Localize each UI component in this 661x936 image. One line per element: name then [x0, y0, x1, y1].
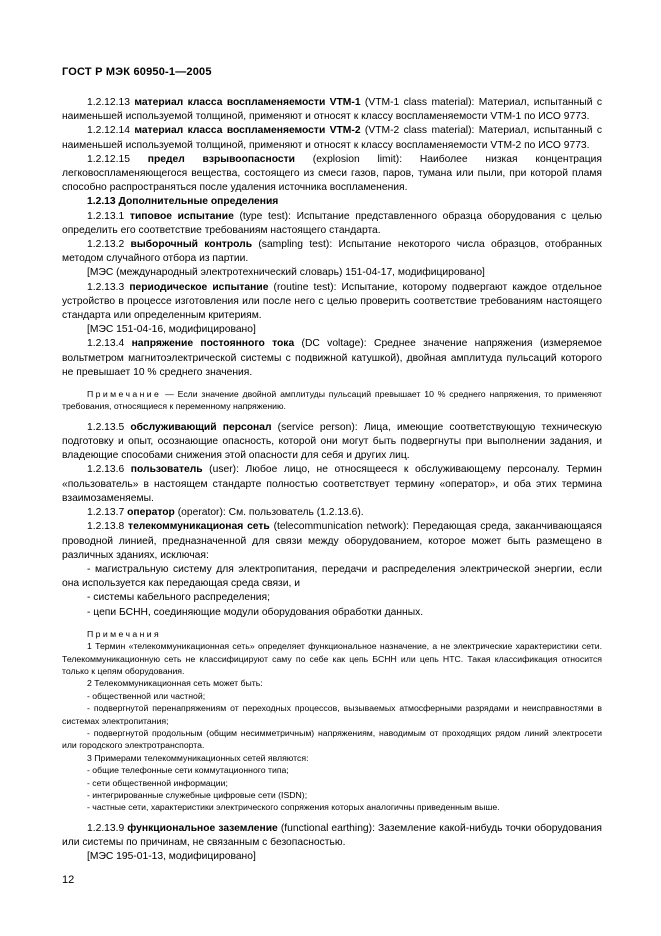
note-label: Примечание [87, 389, 162, 400]
reference: [МЭС 151-04-16, модифицировано] [87, 324, 256, 336]
reference: [МЭС (международный электротехнический словарь) 151-04-17, модифицировано] [87, 267, 485, 279]
definition-1-2-12-14: 1.2.12.14 материал класса воспламеняемости VTM-2 (VTM-2 class material): Материал, испытанный с наименьшей используемой толщиной, применяют и относят к классу воспламеняемости VTM-2 по ИСО 9773. [62, 125, 602, 151]
section-title: 1.2.13 Дополнительные определения [87, 196, 279, 208]
page-number: 12 [62, 874, 75, 886]
document-body [62, 96, 602, 864]
term: выборочный контроль [130, 239, 253, 251]
term: телекоммуникационая сеть [128, 521, 270, 533]
term: напряжение постоянного тока [131, 338, 295, 350]
term: функциональное заземление [127, 822, 278, 834]
note-item: - общественной или частной; [87, 690, 206, 701]
term: оператор [127, 507, 175, 519]
definition-1-2-13-8: 1.2.13.8 телекоммуникационая сеть (telecommunication network): Передающая среда, заканчивающаяся проводной линией, предназначенной для связи между оборудованием, которое может быть размещено в различных зданиях, исключая: [62, 521, 602, 561]
definition-1-2-13-3: 1.2.13.3 периодическое испытание (routine test): Испытание, которому подвергают каждое отдельное устройство в процессе изготовления или после него с целью проверить соответствие требованиям настоящего стандарта или определенным критериям. [62, 281, 602, 322]
definition-1-2-12-13: 1.2.12.13 материал класса воспламеняемости VTM-1 (VTM-1 class material): Материал, испытанный с наименьшей используемой толщиной, применяют и относят к классу воспламеняемости VTM-1 по ИСО 9773. [62, 97, 602, 123]
definition-1-2-13-2: 1.2.13.2 выборочный контроль (sampling test): Испытание некоторого числа образцов, отобранных методом случайного отбора из партии. [62, 239, 602, 265]
exclusion-item: - системы кабельного распределения; [87, 592, 270, 604]
note-item: - сети общественной информации; [87, 777, 228, 788]
term: периодическое испытание [129, 281, 269, 293]
reference: [МЭС 195-01-13, модифицировано] [87, 851, 256, 863]
term: типовое испытание [129, 210, 234, 222]
term: пользователь [130, 464, 203, 476]
definition-1-2-12-15: 1.2.12.15 предел взрывоопасности (explosion limit): Наиболее низкая концентрация легковоспламеняющегося вещества, состоящего из смеси газов, паров, тумана или пыли, при которой пламя способно распространяться после удаления источника воспламенения. [62, 153, 602, 194]
note-item: 3 Примерами телекоммуникационных сетей являются: [87, 752, 309, 763]
term: материал класса воспламеняемости VTM-1 [134, 97, 361, 108]
note-item: - подвергнутой продольным (общим несимметричным) напряжениям, наводимым от проходящих рядом линий электросети или городского электротранспорта. [62, 727, 602, 751]
definition-1-2-13-5: 1.2.13.5 обслуживающий персонал (service person): Лица, имеющие соответствующую техническую подготовку и опыт, осознающие опасность, которой они могут быть подвергнуты при выполнении задания, и владеющие способами снижения этой опасности для себя и других лиц. [62, 421, 602, 462]
notes-block [62, 628, 602, 814]
note-item: 1 Термин «телекоммуникационная сеть» определяет функциональное назначение, а не электрические характеристики сети. Телекоммуникационную сеть не классифицируют саму по себе как цепь БСНН или цепь НТС. Такая классификация относится только к цепям оборудования. [62, 641, 602, 676]
definition-1-2-13-1: 1.2.13.1 типовое испытание (type test): Испытание представленного образца оборудования с целью определить его соответствие требованиям настоящего стандарта. [62, 210, 602, 236]
note-item: - общие телефонные сети коммутационного типа; [87, 765, 289, 776]
definition-1-2-13-4: 1.2.13.4 напряжение постоянного тока (DC voltage): Среднее значение напряжения (измеряемое вольтметром магнитоэлектрической системы с подвижной катушкой), двойная амплитуда пульсаций которого не превышает 10 % среднего значения. [62, 338, 602, 378]
note-item: 2 Телекоммуникационная сеть может быть: [87, 678, 263, 689]
page-header: ГОСТ Р МЭК 60950-1—2005 [62, 66, 212, 78]
note-item: - интегрированные служебные цифровые сети (ISDN); [87, 790, 308, 800]
note-item: - частные сети, характеристики электрического сопряжения которых аналогичны приведенным выше. [87, 802, 500, 813]
exclusion-item: - цепи БСНН, соединяющие модули оборудования обработки данных. [87, 606, 424, 618]
definition-1-2-13-9: 1.2.13.9 функциональное заземление (functional earthing): Заземление какой-нибудь точки оборудования или системы по причинам, не связанным с безопасностью. [62, 822, 602, 849]
definition-1-2-13-6: 1.2.13.6 пользователь (user): Любое лицо, не относящееся к обслуживающему персоналу. Термин «пользователь» в настоящем стандарте полностью соответствует термину «оператор», и оба этих термина взаимозаменяемы. [62, 464, 602, 504]
exclusion-item: - магистральную систему для электропитания, передачи и распределения электрической энергии, если она используется как передающая среда связи, и [62, 563, 602, 590]
term: обслуживающий персонал [130, 421, 272, 433]
note-item: - подвергнутой перенапряжениям от переходных процессов, вызываемых атмосферными разрядами и неисправностями в системах электропитания; [62, 703, 602, 726]
term: предел взрывоопасности [147, 153, 295, 165]
definition-1-2-13-7: 1.2.13.7 оператор (operator): См. пользователь (1.2.13.6). [87, 507, 364, 519]
term: материал класса воспламеняемости VTM-2 [134, 125, 361, 137]
note: Примечание — Если значение двойной амплитуды пульсаций превышает 10 % среднего напряжения, то применяют требования, относящиеся к переменному напряжению. [62, 389, 602, 412]
notes-label: Примечания [87, 628, 162, 639]
